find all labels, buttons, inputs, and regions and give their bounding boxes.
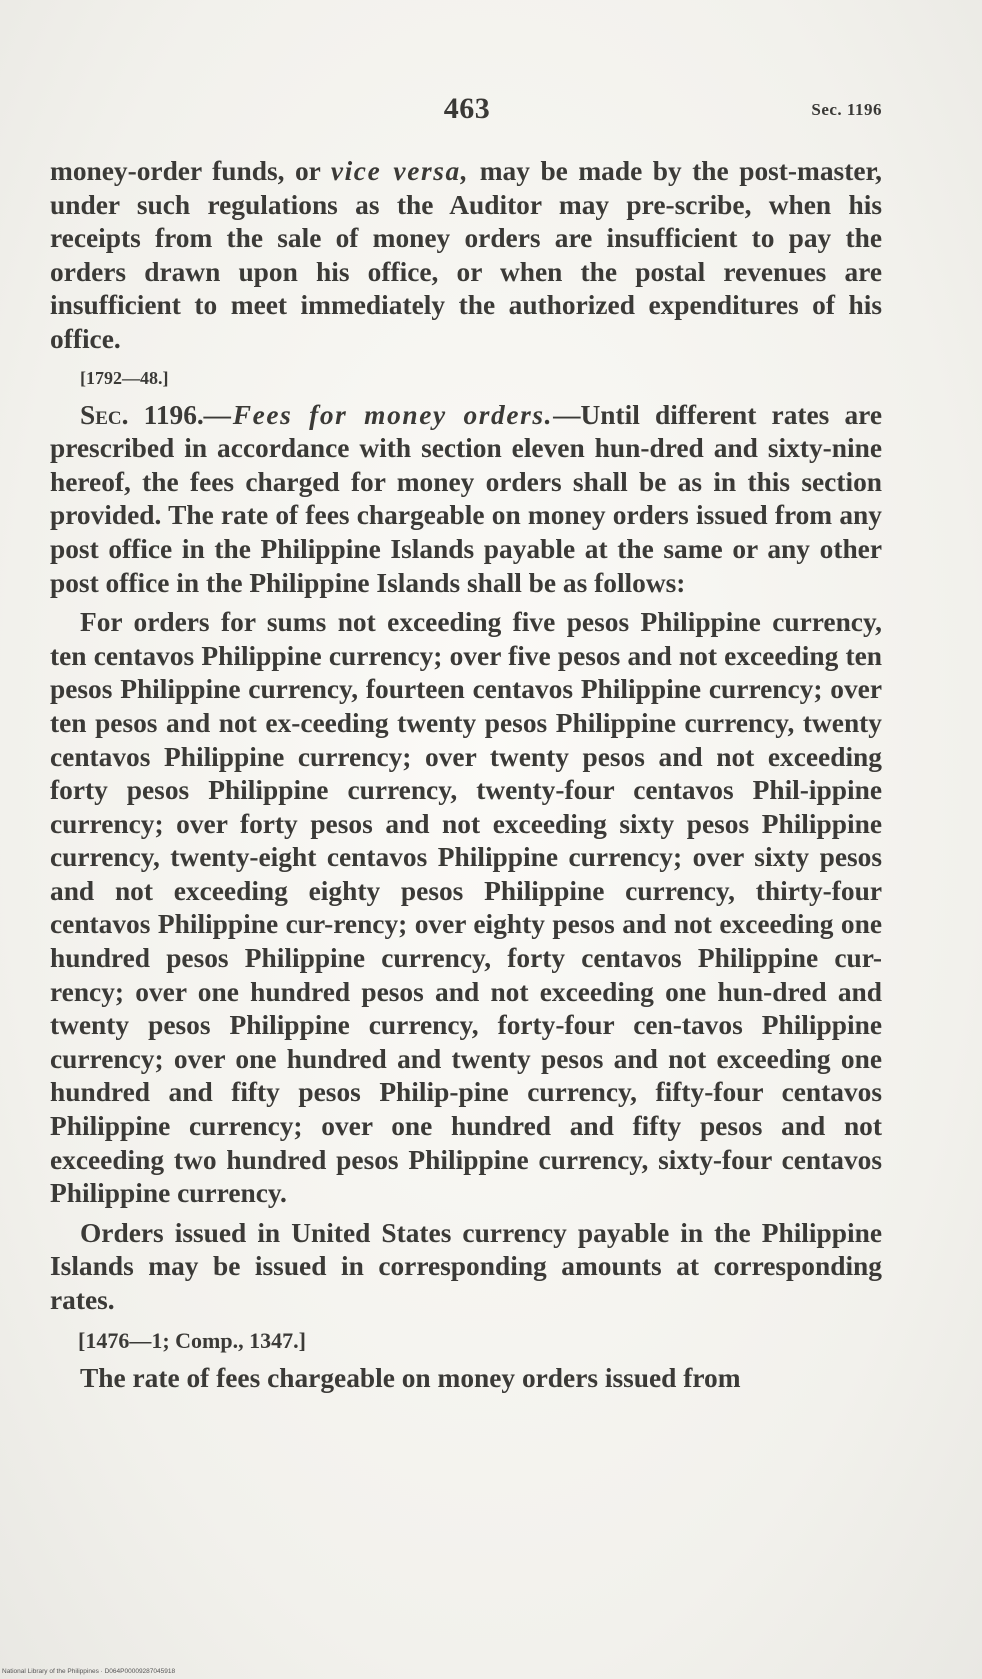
text-run: may be made by the post-master, under such regulations as the Auditor may pre-scribe, when his receipts from the sale of money orders are insufficient to pay the orders drawn upon his office, or when the postal revenues are insufficient to meet immediately the authorized expenditures of his office. bbox=[50, 156, 882, 354]
section-body: —Until different rates are prescribed in accordance with section eleven hun-dred and sixty-nine hereof, the fees charged for money orders shall be as in this section provided. The rate of fees chargeable on money orders issued from any post office in the Philippine Islands payable at the same or any other post office in the Philippine Islands shall be as follows: bbox=[50, 399, 882, 598]
section-paragraph bbox=[50, 399, 882, 601]
fee-schedule-paragraph: For orders for sums not exceeding five pesos Philippine currency, ten centavos Philippine currency; over five pesos and not exceeding ten pesos Philippine currency, fourteen centavos Philippine currency; over ten pesos and not ex-ceeding twenty pesos Philippine currency, twenty centavos Philippine currency; over twenty pesos and not exceeding forty pesos Philippine currency, twenty-four centavos Phil-ippine currency; over forty pesos and not exceeding sixty pesos Philippine currency, twenty-eight centavos Philippine currency; over sixty pesos and not exceeding eighty pesos Philippine currency, thirty-four centavos Philippine cur-rency; over eighty pesos and not exceeding one hundred pesos Philippine currency, forty centavos Philippine cur-rency; over one hundred pesos and not exceeding one hun-dred and twenty pesos Philippine currency, forty-four cen-tavos Philippine currency; over one hundred and twenty pesos and not exceeding one hundred and fifty pesos Philip-pine currency, fifty-four centavos Philippine currency; over one hundred and fifty pesos and not exceeding two hundred pesos Philippine currency, sixty-four centavos Philippine currency. bbox=[50, 607, 882, 1209]
paragraph-continuation bbox=[50, 155, 882, 357]
page-number: 463 bbox=[443, 92, 491, 125]
running-head bbox=[52, 92, 882, 132]
paragraph-start: The rate of fees chargeable on money orders issued from bbox=[80, 1362, 741, 1393]
scan-footer: National Library of the Philippines · D064P00009287045918 bbox=[2, 1668, 176, 1675]
body-text bbox=[50, 155, 882, 1395]
text-run: money-order funds, or bbox=[50, 156, 331, 186]
section-reference: Sec. 1196 bbox=[811, 100, 882, 119]
us-currency-paragraph: Orders issued in United States currency payable in the Philippine Islands may be issued in corresponding amounts at corresponding rates. bbox=[50, 1217, 882, 1315]
italic-phrase: vice versa, bbox=[330, 156, 470, 186]
citation: [1476—1; Comp., 1347.] bbox=[78, 1327, 306, 1353]
section-title: —Fees for money orders. bbox=[203, 399, 554, 430]
citation: [1792—48.] bbox=[80, 367, 169, 388]
section-number: Sec. 1196. bbox=[80, 399, 204, 430]
